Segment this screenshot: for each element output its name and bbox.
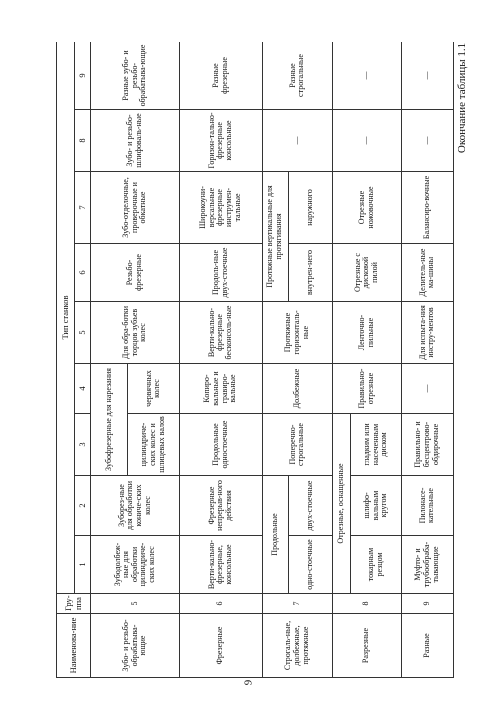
table-cell: Широкоуни-версальные фрезерные инструмен-тальные bbox=[179, 172, 262, 244]
name-header: Наименова-ние bbox=[57, 614, 91, 678]
table-cell: Для испыта-ния инстру-ментов bbox=[401, 302, 453, 364]
table-cell: Балансиро-вочные bbox=[401, 172, 453, 244]
table-cell: Долбежные bbox=[262, 364, 333, 414]
table-row-group-5 bbox=[91, 42, 127, 678]
row-group: 7 bbox=[262, 594, 333, 614]
table-cell: Горизон-тально-фрезерные консольные bbox=[179, 110, 262, 172]
table-cell: внутрен-него bbox=[288, 244, 332, 302]
col-number: 9 bbox=[75, 42, 91, 110]
table-cell: Зубодолбеж-ные для обработки цилиндриче-ских колес bbox=[91, 536, 180, 594]
table-cell: Разные зубо- и резьбо-обрабатыва-ющие bbox=[91, 42, 180, 110]
group-header: Гру-ппа bbox=[57, 594, 91, 614]
table-cell: — bbox=[401, 110, 453, 172]
table-cell: — bbox=[401, 42, 453, 110]
col-number: 5 bbox=[75, 302, 91, 364]
table-cell: Протяжные горизонталь-ные bbox=[262, 302, 333, 364]
table-cell: наружного bbox=[288, 172, 332, 244]
table-cell: Продольные одностоечные bbox=[179, 414, 262, 476]
table-cell: червячных колес bbox=[127, 364, 179, 414]
table-cell: Муфто- и трубообраба-тывающие bbox=[401, 536, 453, 594]
table-row-group-7 bbox=[262, 42, 288, 678]
row-name: Строгаль-ные, долбежные, протяжные bbox=[262, 614, 333, 678]
table-cell: Протяжные вертикальные для протягивания bbox=[262, 172, 288, 302]
table-cell: — bbox=[333, 110, 402, 172]
table-cell: — bbox=[401, 364, 453, 414]
col-number: 4 bbox=[75, 364, 91, 414]
col-number: 3 bbox=[75, 414, 91, 476]
table-caption bbox=[452, 18, 472, 178]
table-cell: цилиндриче-ских колес и шлицевых валов bbox=[127, 414, 179, 476]
table-cell: Резьбо-фрезерные bbox=[91, 244, 180, 302]
table-cell: Пилонасе-кательные bbox=[401, 476, 453, 536]
row-group: 9 bbox=[401, 594, 453, 614]
table-cell: Зубофрезерные для нарезания bbox=[91, 364, 127, 476]
col-number: 8 bbox=[75, 110, 91, 172]
table-cell: Делитель-ные ма-шины bbox=[401, 244, 453, 302]
table-cell: Отрезные ножовочные bbox=[333, 172, 402, 244]
column-number-row bbox=[75, 42, 91, 678]
table-cell: Разные фрезерные bbox=[179, 42, 262, 110]
table-cell: Правильно-отрезные bbox=[333, 364, 402, 414]
row-name: Разные bbox=[401, 614, 453, 678]
col-number: 6 bbox=[75, 244, 91, 302]
table-cell: Зубо- и резьбо-шлифоваль-ные bbox=[91, 110, 180, 172]
table-cell: одно-стоечные bbox=[288, 536, 332, 594]
table-cell: Отрезные, оснащенные bbox=[333, 414, 351, 594]
row-group: 8 bbox=[333, 594, 402, 614]
table-cell: Верти-кально-фрезерные бесконсоль-ные bbox=[179, 302, 262, 364]
table-cell: гладким или насеченным диском bbox=[351, 414, 401, 476]
col-number: 2 bbox=[75, 476, 91, 536]
table-cell: Ленточно-пильные bbox=[333, 302, 402, 364]
table-cell: Зубоpез-ные для обработки кониче-ских колес bbox=[91, 476, 180, 536]
table-cell: Зубо-отделочные, проверочные и обкатные bbox=[91, 172, 180, 244]
table-cell: двух-стоечные bbox=[288, 476, 332, 536]
table-cell: Поперечно-строгальные bbox=[262, 414, 333, 476]
page-number: 9 bbox=[242, 679, 255, 686]
caption-text: Окончание таблицы 1.1 bbox=[456, 42, 468, 154]
rotated-table-container bbox=[56, 42, 454, 678]
row-group: 5 bbox=[91, 594, 180, 614]
table-cell: Для обра-ботки торцов зубьев колес bbox=[91, 302, 180, 364]
table-cell: Фрезерные непрерыв-ного действия bbox=[179, 476, 262, 536]
table-cell: шлифо-вальным кругом bbox=[351, 476, 401, 536]
table-cell: — bbox=[262, 110, 333, 172]
row-group: 6 bbox=[179, 594, 262, 614]
table-cell: — bbox=[333, 42, 402, 110]
table-cell: токарным резцом bbox=[351, 536, 401, 594]
col-number: 7 bbox=[75, 172, 91, 244]
row-name: Фрезерные bbox=[179, 614, 262, 678]
machine-types-table bbox=[56, 42, 454, 678]
table-row-group-8 bbox=[333, 42, 351, 678]
table-cell: Верти-кально-фрезерные, консольные bbox=[179, 536, 262, 594]
table-cell: Отрезные с дисковой пилой bbox=[333, 244, 402, 302]
table-cell: Правильно- и бесцентрово-обдирочные bbox=[401, 414, 453, 476]
types-header: Тип станков bbox=[57, 42, 75, 594]
table-rotation bbox=[56, 42, 454, 678]
row-name: Зубо- и резьбо-обрабатыва-ющие bbox=[91, 614, 180, 678]
col-number: 1 bbox=[75, 536, 91, 594]
header-row bbox=[57, 42, 75, 678]
table-cell: Разные строгальные bbox=[262, 42, 333, 110]
table-row-group-9 bbox=[401, 42, 453, 678]
table-row-group-6 bbox=[179, 42, 262, 678]
row-name: Разрезные bbox=[333, 614, 402, 678]
table-cell: Копиро-вальные и гравиро-вальные bbox=[179, 364, 262, 414]
table-cell: Продоль-ные двух-стоечные bbox=[179, 244, 262, 302]
table-cell: Продольные bbox=[262, 476, 288, 594]
